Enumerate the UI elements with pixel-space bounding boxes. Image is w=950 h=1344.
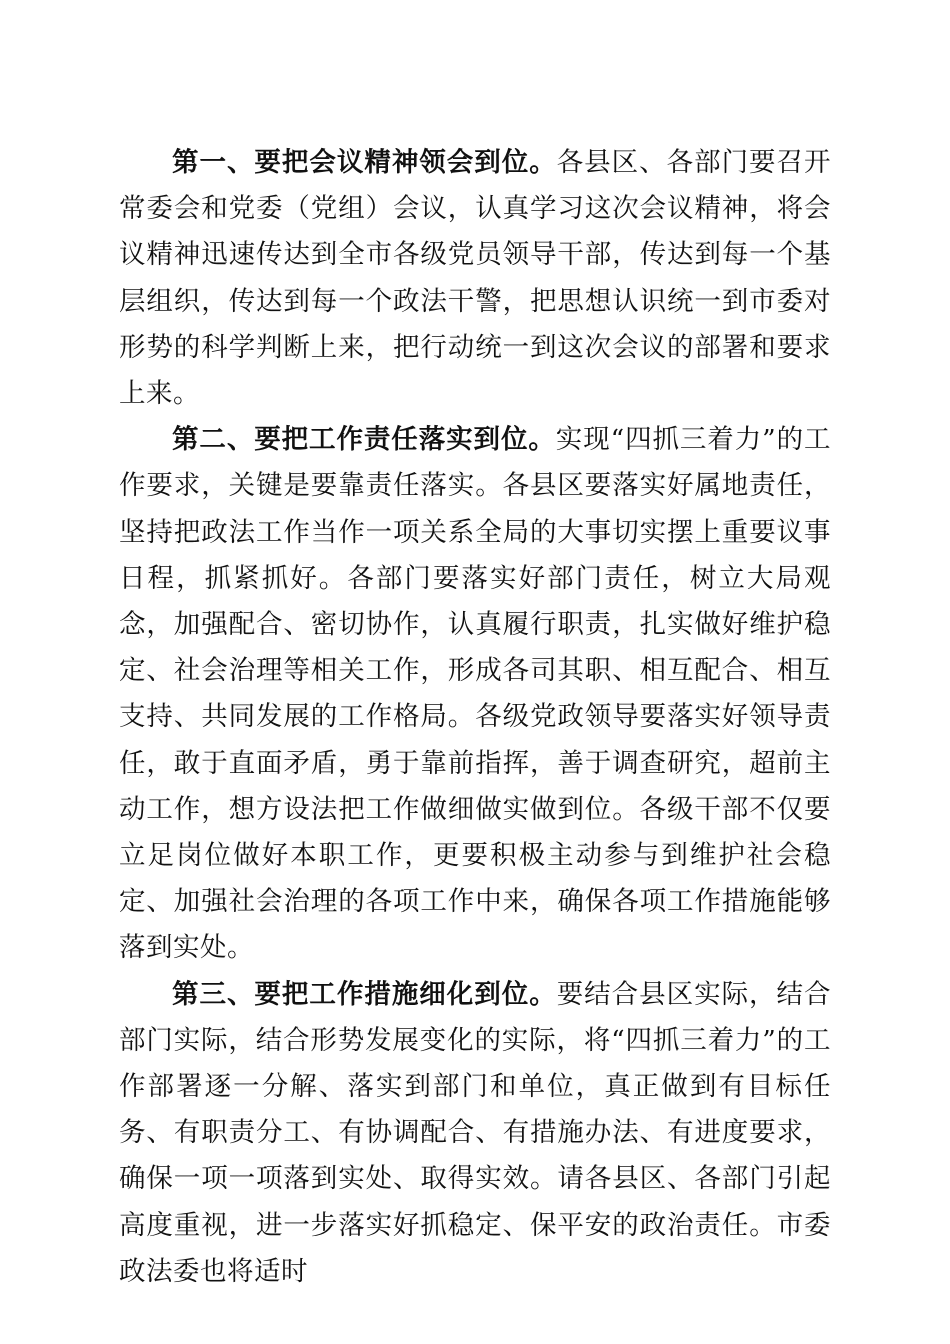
- paragraph-1-text: 各县区、各部门要召开常委会和党委（党组）会议，认真学习这次会议精神，将会议精神迅速传达到全市各级党员领导干部，传达到每一个基层组织，传达到每一个政法干警，把思想认识统一到市委对形势的科学判断上来，把行动统一到这次会议的部署和要求上来。: [119, 147, 832, 410]
- paragraph-3-lead: 第三、要把工作措施细化到位。: [172, 978, 557, 1010]
- paragraph-2: [119, 417, 831, 971]
- paragraph-3: [119, 972, 831, 1295]
- paragraph-1-lead: 第一、要把会议精神领会到位。: [172, 147, 557, 178]
- document-body: [119, 140, 831, 1295]
- paragraph-2-text: 实现“四抓三着力”的工作要求，关键是要靠责任落实。各县区要落实好属地责任，坚持把政法工作当作一项关系全局的大事切实摆上重要议事日程，抓紧抓好。各部门要落实好部门责任，树立大局观念，加强配合、密切协作，认真履行职责，扎实做好维护稳定、社会治理等相关工作，形成各司其职、相互配合、相互支持、共同发展的工作格局。各级党政领导要落实好领导责任，敢于直面矛盾，勇于靠前指挥，善于调查研究，超前主动工作，想方设法把工作做细做实做到位。各级干部不仅要立足岗位做好本职工作，更要积极主动参与到维护社会稳定、加强社会治理的各项工作中来，确保各项工作措施能够落到实处。: [119, 424, 831, 964]
- paragraph-3-text: 要结合县区实际，结合部门实际，结合形势发展变化的实际，将“四抓三着力”的工作部署逐一分解、落实到部门和单位，真正做到有目标任务、有职责分工、有协调配合、有措施办法、有进度要求，确保一项一项落到实处、取得实效。请各县区、各部门引起高度重视，进一步落实好抓稳定、保平安的政治责任。市委政法委也将适时: [119, 978, 832, 1287]
- paragraph-2-lead: 第二、要把工作责任落实到位。: [172, 424, 556, 456]
- paragraph-1: [119, 140, 831, 417]
